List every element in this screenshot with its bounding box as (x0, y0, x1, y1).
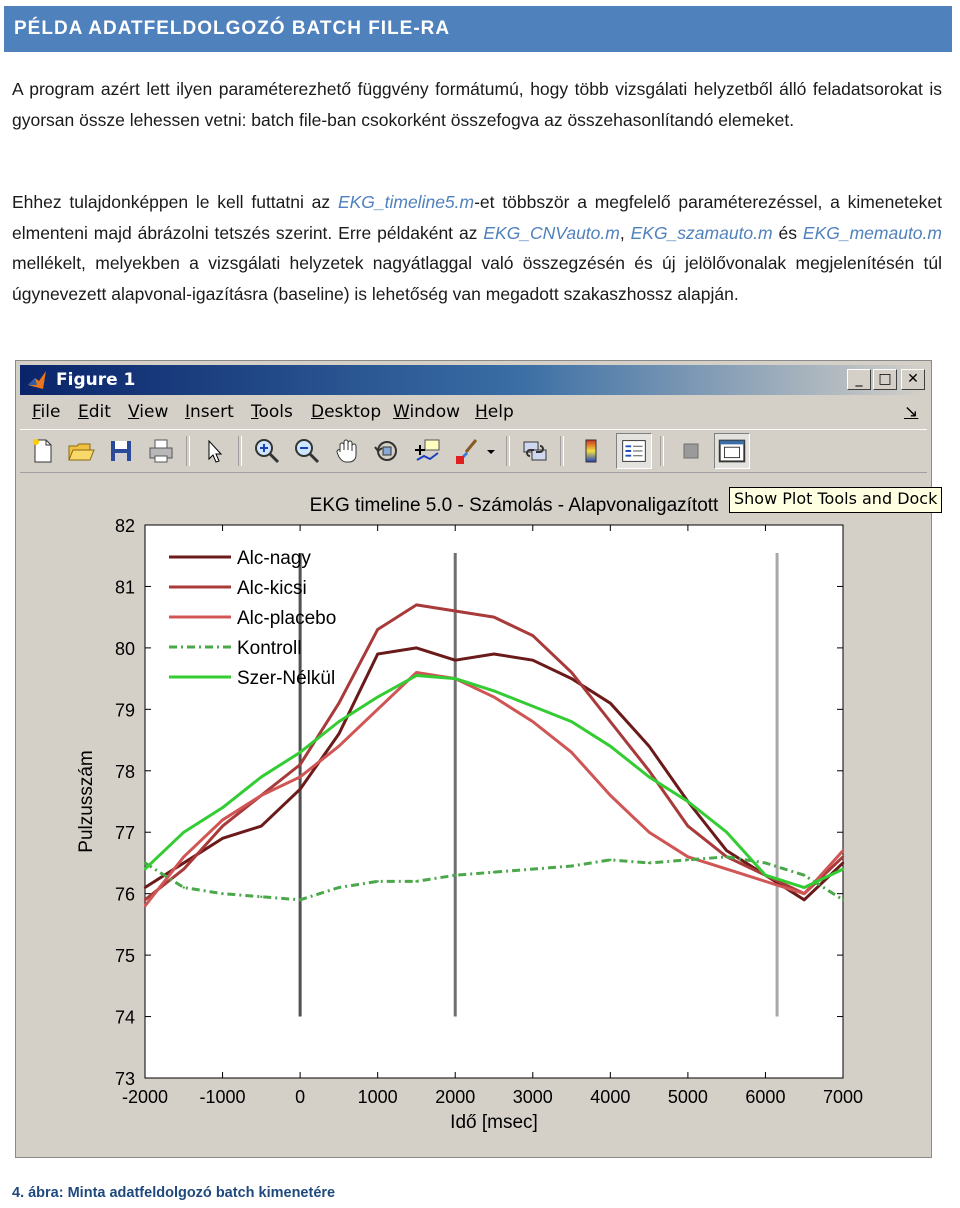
data-point (842, 849, 844, 851)
data-point (493, 690, 495, 692)
x-tick-label: 4000 (590, 1087, 631, 1107)
menu-file[interactable]: File (32, 402, 61, 422)
pointer-icon[interactable] (200, 436, 230, 466)
close-button[interactable]: ✕ (901, 369, 925, 390)
menu-insert[interactable]: Insert (185, 402, 234, 422)
menu-desktop[interactable]: Desktop (311, 402, 382, 422)
paragraph-text: és (772, 222, 803, 243)
data-point (221, 837, 223, 839)
data-point (338, 720, 340, 722)
data-point (415, 647, 417, 649)
data-point (299, 763, 301, 765)
y-tick-label: 76 (114, 884, 135, 905)
data-point (260, 825, 262, 827)
data-point (299, 899, 301, 901)
y-tick-label: 75 (114, 946, 135, 967)
x-tick-label: 0 (295, 1087, 306, 1107)
paragraph-instructions (12, 187, 942, 309)
data-point (532, 634, 534, 636)
toolbar-separator (560, 436, 564, 466)
data-point (648, 776, 650, 778)
data-point (648, 862, 650, 864)
data-point (803, 874, 805, 876)
y-tick-label: 77 (114, 823, 135, 844)
data-point (687, 825, 689, 827)
x-tick-label: 3000 (512, 1087, 553, 1107)
maximize-button[interactable]: □ (873, 369, 897, 390)
data-point (221, 819, 223, 821)
toolbar-separator (238, 436, 242, 466)
figure-window (15, 360, 938, 1158)
data-point (183, 856, 185, 858)
data-point (376, 880, 378, 882)
data-point (532, 720, 534, 722)
data-point (570, 865, 572, 867)
data-point (338, 886, 340, 888)
x-axis-label: Idő [msec] (450, 1112, 538, 1133)
section-heading: PÉLDA ADATFELDOLGOZÓ BATCH FILE-RA (4, 6, 952, 52)
data-point (842, 899, 844, 901)
legend-label: Alc-kicsi (237, 578, 307, 599)
data-point (842, 856, 844, 858)
save-icon[interactable] (106, 436, 136, 466)
y-tick-label: 74 (114, 1007, 135, 1028)
x-tick-label: -2000 (121, 1087, 169, 1107)
toolbar-separator (186, 436, 190, 466)
data-point (454, 610, 456, 612)
pan-hand-icon[interactable] (332, 436, 362, 466)
data-point (687, 859, 689, 861)
x-tick-label: 6000 (745, 1087, 786, 1107)
data-point (725, 856, 727, 858)
paragraph-text: -et többször a megfelelő paraméterezéssel, a kimeneteket elmenteni majd ábrázolni tetszés szerint. Erre példaként az (12, 192, 943, 243)
data-point (299, 776, 301, 778)
data-point (648, 770, 650, 772)
legend-label: Alc-nagy (237, 548, 311, 569)
x-tick-label: 1000 (357, 1087, 398, 1107)
x-tick-label: 5000 (667, 1087, 708, 1107)
file-link-memauto[interactable]: EKG_memauto.m (802, 222, 942, 243)
data-point (609, 745, 611, 747)
y-tick-label: 82 (114, 516, 135, 536)
rotate-3d-icon[interactable] (372, 436, 402, 466)
legend-label: Szer-Nélkül (237, 668, 336, 689)
zoom-in-icon[interactable] (252, 436, 282, 466)
dropdown-arrow-icon[interactable] (482, 436, 500, 466)
data-point (183, 862, 185, 864)
data-point (532, 868, 534, 870)
legend-icon[interactable] (616, 433, 652, 469)
data-point (376, 696, 378, 698)
menu-view[interactable]: View (128, 402, 169, 422)
data-point (415, 671, 417, 673)
legend-label: Kontroll (237, 638, 302, 659)
data-point (415, 604, 417, 606)
data-point (454, 659, 456, 661)
data-point (687, 800, 689, 802)
toolbar-separator (506, 436, 510, 466)
data-point (764, 862, 766, 864)
data-point (609, 720, 611, 722)
data-point (183, 868, 185, 870)
data-point (725, 831, 727, 833)
data-point (803, 899, 805, 901)
data-point (454, 874, 456, 876)
print-icon[interactable] (146, 436, 176, 466)
data-point (415, 880, 417, 882)
paragraph-intro: A program azért lett ilyen paraméterezhető függvény formátumú, hogy több vizsgálati helyzetből álló feladatsorokat is gyorsan össze lehessen vetni: batch file-ban csokorként összefogva az összehasonlítandó elemeket. (12, 79, 942, 130)
paragraph-text: Ehhez tulajdonképpen le kell futtatni az (12, 192, 338, 212)
hide-plot-tools-icon[interactable] (676, 436, 706, 466)
data-point (183, 886, 185, 888)
tooltip: Show Plot Tools and Dock (729, 487, 942, 513)
file-link-timeline[interactable]: EKG_timeline5.m (337, 192, 475, 212)
file-link-cnvauto[interactable]: EKG_CNVauto.m (483, 222, 620, 243)
file-link-szamauto[interactable]: EKG_szamauto.m (630, 222, 773, 243)
data-point (221, 892, 223, 894)
undock-arrow-icon[interactable]: ↘ (904, 402, 919, 422)
y-tick-label: 73 (114, 1069, 135, 1089)
data-point (144, 905, 146, 907)
data-point (803, 886, 805, 888)
data-point (842, 862, 844, 864)
menu-help[interactable]: Help (475, 402, 514, 422)
data-point (183, 831, 185, 833)
new-figure-icon[interactable] (28, 436, 58, 466)
data-point (532, 705, 534, 707)
data-point (260, 896, 262, 898)
x-tick-label: -1000 (199, 1087, 246, 1107)
minimize-button[interactable]: _ (847, 369, 871, 390)
data-point (687, 856, 689, 858)
data-point (764, 874, 766, 876)
data-point (260, 794, 262, 796)
window-titlebar[interactable] (20, 365, 927, 395)
data-point (609, 702, 611, 704)
matlab-logo-icon (26, 369, 48, 391)
data-point (299, 751, 301, 753)
y-tick-label: 81 (114, 577, 135, 598)
figure-caption: 4. ábra: Minta adatfeldolgozó batch kimenetére (12, 1185, 336, 1201)
data-point (144, 862, 146, 864)
data-point (532, 659, 534, 661)
menu-edit[interactable]: Edit (78, 402, 111, 422)
menu-bar (20, 397, 927, 425)
data-point (725, 868, 727, 870)
y-tick-label: 78 (114, 761, 135, 782)
data-point (221, 825, 223, 827)
data-point (609, 794, 611, 796)
x-tick-label: 7000 (822, 1087, 864, 1107)
data-point (609, 859, 611, 861)
window-title: Figure 1 (56, 370, 136, 390)
link-plot-icon[interactable] (520, 436, 550, 466)
figure-toolbar (20, 429, 927, 473)
data-point (764, 880, 766, 882)
show-plot-tools-icon[interactable] (714, 433, 750, 469)
data-point (338, 733, 340, 735)
data-point (144, 886, 146, 888)
data-point (299, 788, 301, 790)
data-point (648, 831, 650, 833)
paragraph-text: mellékelt, melyekben a vizsgálati helyzetek nagyátlaggal való összegzésén és új jelölővonalak megjelenítésén túl úgynevezett alapvonal-igazításra (baseline) is lehetőség van megadott szakaszhossz alapján. (12, 253, 942, 304)
data-point (493, 696, 495, 698)
menu-window[interactable]: Window (393, 402, 461, 422)
data-point (570, 720, 572, 722)
legend-label: Alc-placebo (237, 608, 337, 629)
data-point (725, 849, 727, 851)
y-tick-label: 80 (114, 638, 135, 659)
y-tick-label: 79 (114, 700, 135, 721)
data-point (376, 708, 378, 710)
data-point (570, 677, 572, 679)
menu-tools[interactable]: Tools (251, 402, 293, 422)
data-point (376, 653, 378, 655)
zoom-out-icon[interactable] (292, 436, 322, 466)
data-point (493, 616, 495, 618)
data-point (570, 751, 572, 753)
data-point (803, 892, 805, 894)
data-point (260, 776, 262, 778)
data-point (454, 677, 456, 679)
x-tick-label: 2000 (435, 1087, 476, 1107)
chart-title: EKG timeline 5.0 - Számolás - Alapvonaligazított (309, 495, 719, 516)
data-point (493, 653, 495, 655)
data-point (648, 745, 650, 747)
brush-icon[interactable] (452, 436, 482, 466)
colorbar-icon[interactable] (576, 436, 606, 466)
open-file-icon[interactable] (66, 436, 96, 466)
data-point (493, 871, 495, 873)
data-cursor-icon[interactable] (412, 436, 442, 466)
data-point (144, 868, 146, 870)
data-point (376, 628, 378, 630)
data-point (338, 702, 340, 704)
data-point (144, 899, 146, 901)
data-point (570, 671, 572, 673)
y-axis-label: Pulzusszám (76, 750, 97, 853)
chart-area (16, 479, 931, 1157)
toolbar-separator (660, 436, 664, 466)
data-point (415, 674, 417, 676)
data-point (221, 806, 223, 808)
data-point (338, 745, 340, 747)
paragraph-text: , (619, 222, 631, 243)
data-point (842, 868, 844, 870)
